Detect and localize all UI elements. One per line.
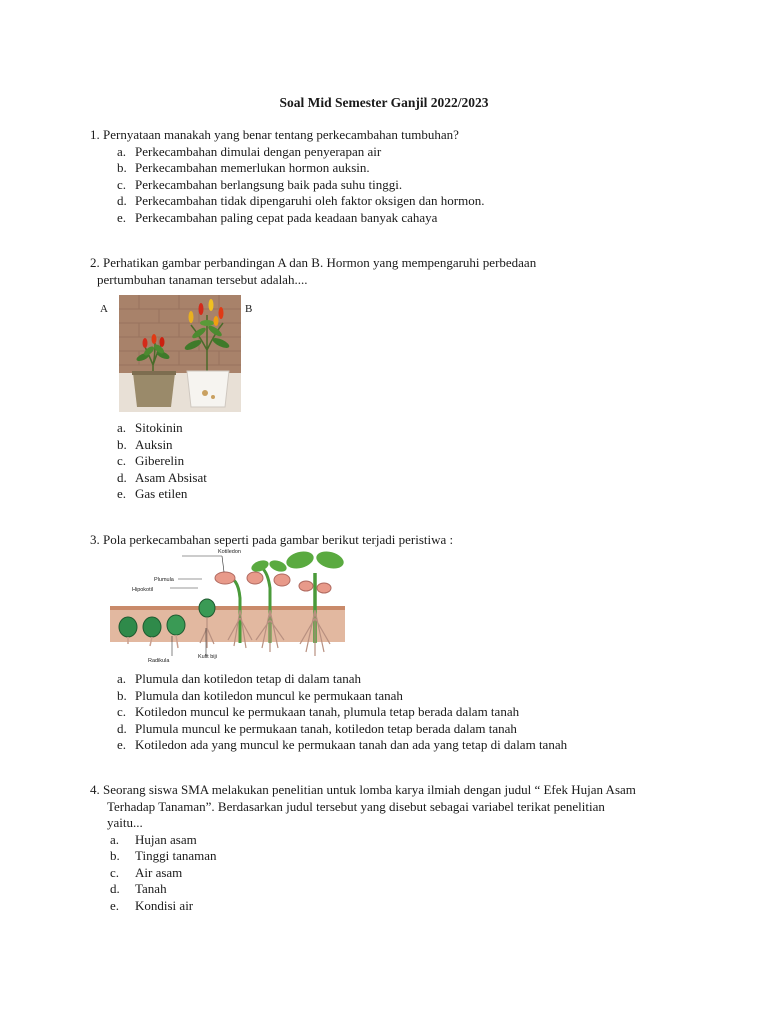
option-b bbox=[90, 160, 690, 177]
option-text: Perkecambahan berlangsung baik pada suhu tinggi. bbox=[135, 176, 403, 192]
option-text: Perkecambahan tidak dipengaruhi oleh faktor oksigen dan hormon. bbox=[135, 193, 485, 208]
option-letter: c. bbox=[117, 704, 127, 719]
option-letter: b. bbox=[110, 848, 120, 863]
option-b bbox=[90, 848, 690, 865]
option-letter: e. bbox=[117, 209, 127, 225]
option-d bbox=[90, 721, 690, 738]
option-letter: c. bbox=[117, 176, 127, 192]
option-text: Tinggi tanaman bbox=[135, 848, 217, 863]
option-e bbox=[90, 486, 690, 503]
option-c bbox=[90, 177, 690, 194]
option-text: Hujan asam bbox=[135, 831, 197, 847]
option-text: Perkecambahan dimulai dengan penyerapan air bbox=[135, 143, 382, 159]
page-title: Soal Mid Semester Ganjil 2022/2023 bbox=[279, 95, 489, 110]
option-e bbox=[90, 898, 690, 915]
option-text: Plumula dan kotiledon tetap di dalam tanah bbox=[135, 671, 362, 686]
option-d bbox=[90, 193, 690, 210]
label-kulit-biji: Kulit biji bbox=[198, 654, 217, 660]
option-letter: d. bbox=[117, 193, 127, 208]
option-text: Kondisi air bbox=[135, 897, 194, 913]
label-hipokotil: Hipokotil bbox=[132, 587, 154, 593]
option-letter: a. bbox=[110, 831, 120, 847]
option-b bbox=[90, 437, 690, 454]
question-3 bbox=[90, 532, 690, 549]
option-a bbox=[90, 144, 690, 161]
figure-label-a: A bbox=[100, 303, 108, 315]
question-text-line-3: yaitu... bbox=[107, 815, 143, 830]
option-letter: c. bbox=[110, 864, 120, 880]
option-letter: e. bbox=[110, 897, 120, 913]
option-letter: c. bbox=[117, 453, 127, 468]
option-letter: d. bbox=[110, 881, 120, 896]
question-text-line-2: pertumbuhan tanaman tersebut adalah.... bbox=[97, 271, 308, 287]
option-c bbox=[90, 704, 690, 721]
option-letter: d. bbox=[117, 720, 127, 736]
label-kotiledon: Kotiledon bbox=[218, 549, 241, 555]
question-text-line-1: 4. Seorang siswa SMA melakukan penelitian untuk lomba karya ilmiah dengan judul “ Efek Hujan Asam bbox=[90, 782, 636, 797]
option-text: Tanah bbox=[135, 881, 167, 896]
option-text: Plumula muncul ke permukaan tanah, kotiledon tetap berada dalam tanah bbox=[135, 720, 517, 736]
option-c bbox=[90, 865, 690, 882]
question-text: 3. Pola perkecambahan seperti pada gambar berikut terjadi peristiwa : bbox=[90, 532, 454, 547]
plant-comparison-image bbox=[119, 295, 241, 412]
option-text: Air asam bbox=[135, 864, 183, 880]
options-list bbox=[90, 420, 690, 503]
option-c bbox=[90, 453, 690, 470]
question-4 bbox=[90, 782, 690, 914]
question-text-line-1: 2. Perhatikan gambar perbandingan A dan B. Hormon yang mempengaruhi perbedaan bbox=[90, 255, 537, 270]
question-2-options bbox=[90, 420, 690, 503]
option-a bbox=[90, 420, 690, 437]
option-letter: b. bbox=[117, 160, 127, 175]
option-text: Sitokinin bbox=[135, 420, 183, 435]
option-letter: a. bbox=[117, 143, 127, 159]
option-letter: b. bbox=[117, 687, 127, 703]
option-d bbox=[90, 470, 690, 487]
germination-diagram bbox=[110, 548, 345, 668]
option-e bbox=[90, 210, 690, 227]
option-letter: b. bbox=[117, 436, 127, 452]
options-list bbox=[90, 832, 690, 915]
label-radikula: Radikula bbox=[148, 658, 170, 664]
figure-label-b: B bbox=[245, 303, 253, 315]
option-text: Plumula dan kotiledon muncul ke permukaan tanah bbox=[135, 687, 403, 703]
option-text: Auksin bbox=[135, 436, 173, 452]
label-plumula: Plumula bbox=[154, 577, 174, 583]
option-letter: d. bbox=[117, 469, 127, 485]
option-a bbox=[90, 832, 690, 849]
option-letter: a. bbox=[117, 420, 127, 435]
option-text: Asam Absisat bbox=[135, 469, 207, 485]
question-1 bbox=[90, 127, 690, 226]
option-text: Kotiledon ada yang muncul ke permukaan tanah dan ada yang tetap di dalam tanah bbox=[135, 737, 568, 752]
options-list bbox=[90, 671, 690, 754]
options-list bbox=[90, 144, 690, 227]
option-e bbox=[90, 737, 690, 754]
option-letter: a. bbox=[117, 671, 127, 686]
question-text: 1. Pernyataan manakah yang benar tentang perkecambahan tumbuhan? bbox=[90, 127, 459, 142]
question-text-line-2: Terhadap Tanaman”. Berdasarkan judul tersebut yang disebut sebagai variabel terikat penelitian bbox=[107, 798, 605, 814]
option-d bbox=[90, 881, 690, 898]
question-3-options bbox=[90, 671, 690, 754]
option-a bbox=[90, 671, 690, 688]
option-text: Giberelin bbox=[135, 453, 185, 468]
option-letter: e. bbox=[117, 737, 127, 752]
option-text: Kotiledon muncul ke permukaan tanah, plumula tetap berada dalam tanah bbox=[135, 704, 520, 719]
question-2 bbox=[90, 255, 690, 288]
option-text: Perkecambahan memerlukan hormon auksin. bbox=[135, 160, 370, 175]
option-text: Gas etilen bbox=[135, 486, 188, 501]
option-text: Perkecambahan paling cepat pada keadaan banyak cahaya bbox=[135, 209, 438, 225]
option-letter: e. bbox=[117, 486, 127, 501]
option-b bbox=[90, 688, 690, 705]
